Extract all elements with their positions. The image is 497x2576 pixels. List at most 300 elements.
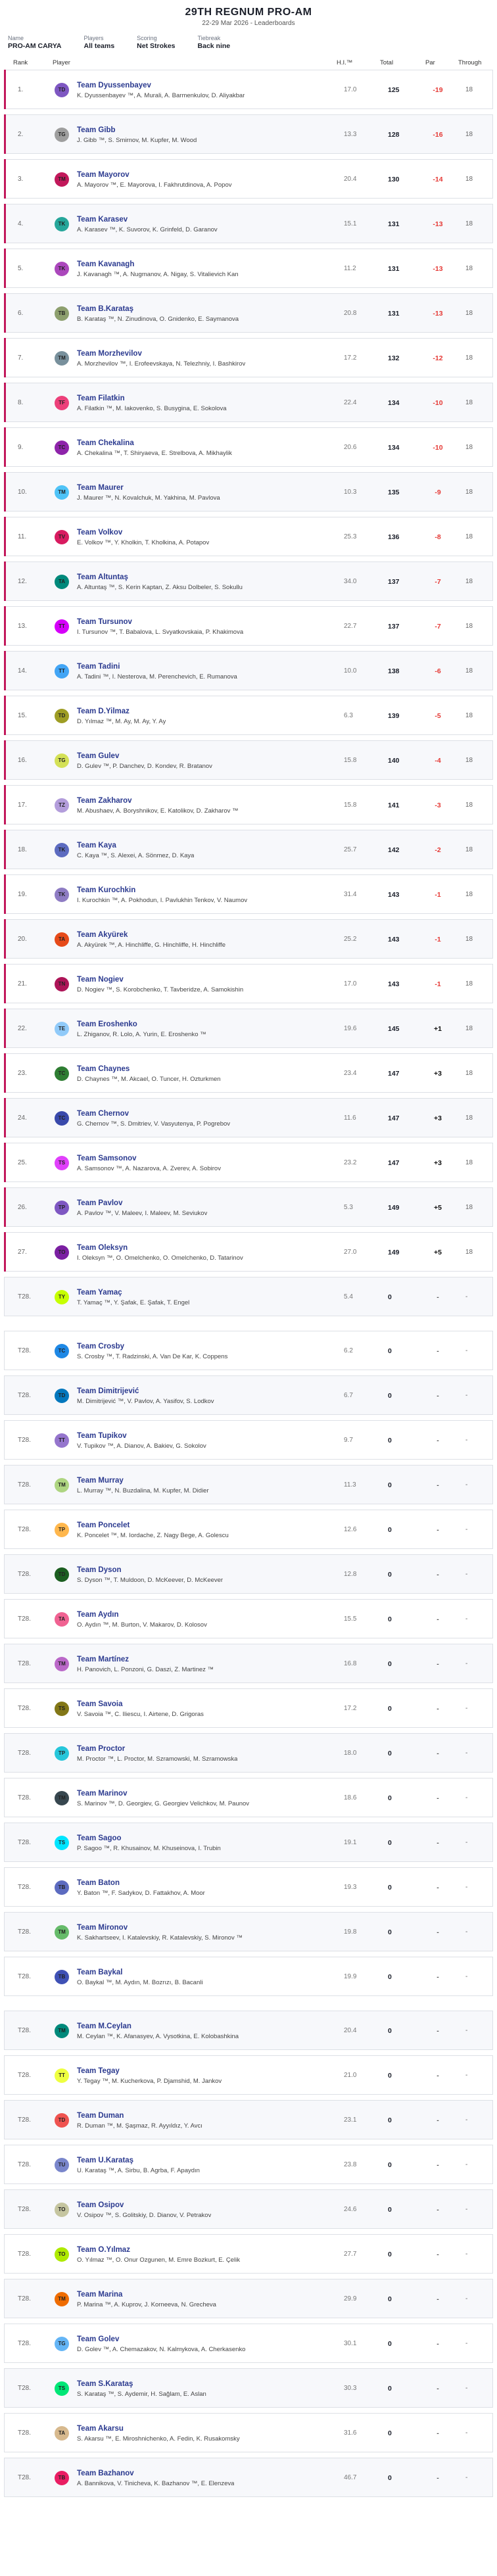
leaderboard-row[interactable] (4, 1733, 493, 1773)
leaderboard-row[interactable] (4, 70, 493, 109)
handicap-cell: 22.4 (344, 399, 357, 406)
handicap-cell: 10.0 (344, 667, 357, 675)
handicap-cell: 20.4 (344, 2027, 357, 2034)
team-name[interactable]: Team Karasev (77, 216, 128, 224)
team-name[interactable]: Team Kavanagh (77, 260, 135, 268)
team-name[interactable]: Team Marinov (77, 1790, 128, 1798)
filter-tiebreak[interactable] (198, 35, 231, 50)
leaderboard-row[interactable] (4, 1098, 493, 1137)
leaderboard-row[interactable] (4, 2011, 493, 2050)
team-avatar: TC (55, 1066, 69, 1081)
through-cell: - (465, 1571, 468, 1578)
team-name[interactable]: Team Golev (77, 2335, 120, 2343)
par-cell: -1 (435, 891, 441, 899)
team-members: D. Golev ™, A. Chemazakov, N. Kalmykova, A. Cherkasenko (77, 2346, 246, 2353)
team-avatar: TM (55, 1657, 69, 1671)
total-cell: 0 (388, 2251, 392, 2258)
column-through[interactable]: Through (458, 59, 482, 66)
rank-cell: 6. (18, 310, 24, 317)
rank-cell: 15. (18, 712, 27, 719)
handicap-cell: 25.3 (344, 533, 357, 540)
par-cell: -4 (435, 757, 441, 765)
leaderboard-row[interactable] (4, 2234, 493, 2274)
total-cell: 0 (388, 1973, 392, 1981)
filter-bar (0, 27, 497, 50)
total-cell: 134 (388, 399, 400, 407)
team-name[interactable]: Team Gulev (77, 752, 120, 760)
handicap-cell: 18.0 (344, 1750, 357, 1757)
leaderboard-row[interactable] (4, 1867, 493, 1907)
through-cell: 18 (465, 667, 473, 675)
leaderboard-row[interactable] (4, 2145, 493, 2184)
rank-cell: T28. (18, 1794, 32, 1801)
handicap-cell: 11.6 (344, 1114, 356, 1122)
total-cell: 0 (388, 1481, 392, 1489)
total-cell: 149 (388, 1204, 400, 1212)
total-cell: 0 (388, 2072, 392, 2080)
leaderboard-row[interactable] (4, 472, 493, 512)
team-name[interactable]: Team Osipov (77, 2201, 124, 2209)
team-name[interactable]: Team Chekalina (77, 439, 134, 447)
through-cell: 18 (465, 1070, 473, 1077)
team-members: P. Sagoo ™, R. Khusainov, M. Khuseinova, I. Trubin (77, 1845, 221, 1852)
leaderboard-row[interactable] (4, 2368, 493, 2408)
handicap-cell: 6.2 (344, 1347, 353, 1354)
team-name[interactable]: Team Tursunov (77, 618, 132, 626)
team-avatar: TD (55, 1389, 69, 1403)
par-cell: -13 (433, 265, 443, 273)
rank-cell: T28. (18, 1973, 32, 1980)
par-cell: -12 (433, 354, 443, 362)
team-members: M. Abushaev, A. Boryshnikov, E. Katolikov, D. Zakharov ™ (77, 807, 239, 815)
through-cell: - (465, 2340, 468, 2347)
leaderboard-row[interactable] (4, 1465, 493, 1504)
total-cell: 0 (388, 1928, 392, 1936)
team-name[interactable]: Team Samsonov (77, 1155, 137, 1162)
par-cell: -1 (435, 980, 441, 988)
par-cell: - (437, 1571, 439, 1579)
team-members: E. Volkov ™, Y. Kholkin, T. Kholkina, A. Potapov (77, 539, 210, 546)
leaderboard-row[interactable] (4, 785, 493, 824)
team-avatar: TA (55, 932, 69, 947)
team-name[interactable]: Team Pavlov (77, 1199, 123, 1207)
team-avatar: TP (55, 1523, 69, 1537)
team-name[interactable]: Team Murray (77, 1477, 124, 1485)
through-cell: - (465, 2474, 468, 2481)
leaderboard-row[interactable] (4, 2279, 493, 2318)
handicap-cell: 25.7 (344, 846, 357, 853)
team-members: J. Gibb ™, S. Smirnov, M. Kupfer, M. Wood (77, 137, 197, 144)
column-player[interactable]: Player (53, 59, 70, 66)
team-members: A. Filatkin ™, M. Iakovenko, S. Busygina, E. Sokolova (77, 405, 227, 412)
par-cell: +3 (434, 1070, 442, 1078)
rank-cell: 18. (18, 846, 27, 853)
team-members: I. Kurochkin ™, A. Pokhodun, I. Pavlukhin Tenkov, V. Naumov (77, 897, 248, 904)
rank-cell: 16. (18, 757, 27, 764)
total-cell: 134 (388, 444, 400, 452)
team-name[interactable]: Team Maurer (77, 484, 124, 492)
par-cell: - (437, 1481, 439, 1489)
team-name[interactable]: Team Dyson (77, 1566, 122, 1574)
total-cell: 0 (388, 1392, 392, 1400)
through-cell: - (465, 1839, 468, 1846)
through-cell: 18 (465, 623, 473, 630)
filter-scoring[interactable] (137, 35, 175, 50)
team-avatar: TM (55, 172, 69, 187)
rank-cell: T28. (18, 2429, 32, 2437)
through-cell: 18 (465, 444, 473, 451)
leaderboard-row[interactable] (4, 1420, 493, 1460)
team-members: V. Osipov ™, S. Golitskiy, D. Dianov, V. Petrakov (77, 2212, 212, 2219)
column-par[interactable]: Par (425, 59, 435, 66)
team-name[interactable]: Team Marina (77, 2291, 123, 2299)
rank-cell: T28. (18, 2340, 32, 2347)
rank-cell: T28. (18, 2161, 32, 2168)
total-cell: 137 (388, 578, 400, 586)
leaderboard-row[interactable] (4, 1375, 493, 1415)
par-cell: +3 (434, 1114, 442, 1122)
total-cell: 0 (388, 1615, 392, 1623)
handicap-cell: 31.6 (344, 2429, 357, 2437)
leaderboard-list (0, 70, 497, 2497)
team-members: A. Altuntaş ™, S. Kerin Kaptan, Z. Aksu Dolbeler, S. Sokullu (77, 584, 243, 591)
leaderboard-row[interactable] (4, 517, 493, 556)
team-name[interactable]: Team U.Karataş (77, 2157, 134, 2164)
handicap-cell: 29.9 (344, 2295, 357, 2302)
team-avatar: TM (55, 1791, 69, 1805)
par-cell: -5 (435, 712, 441, 720)
handicap-cell: 11.2 (344, 265, 356, 272)
total-cell: 136 (388, 533, 400, 541)
team-name[interactable]: Team Baton (77, 1879, 120, 1887)
filter-players[interactable] (83, 35, 114, 50)
rank-cell: 1. (18, 86, 24, 93)
par-cell: - (437, 1884, 439, 1892)
rank-cell: 5. (18, 265, 24, 272)
team-name[interactable]: Team Tupikov (77, 1432, 127, 1440)
team-avatar: TP (55, 1746, 69, 1761)
column-handicap[interactable]: H.I.™ (337, 59, 353, 66)
leaderboard-row[interactable] (4, 1009, 493, 1048)
team-members: Y. Baton ™, F. Sadykov, D. Fattakhov, A. Moor (77, 1890, 205, 1897)
through-cell: 18 (465, 846, 473, 853)
team-avatar: TS (55, 1156, 69, 1170)
rank-cell: 17. (18, 801, 27, 809)
team-name[interactable]: Team Crosby (77, 1343, 125, 1350)
handicap-cell: 16.8 (344, 1660, 357, 1667)
team-name[interactable]: Team Yamaç (77, 1289, 122, 1297)
leaderboard-row[interactable] (4, 1232, 493, 1272)
team-name[interactable]: Team B.Karataş (77, 305, 134, 313)
team-avatar: TD (55, 709, 69, 723)
leaderboard-row[interactable] (4, 114, 493, 154)
par-cell: - (437, 1660, 439, 1668)
team-avatar: TD (55, 83, 69, 97)
filter-value: All teams (83, 42, 115, 50)
team-name[interactable]: Team Gibb (77, 126, 116, 134)
team-members: D. Yılmaz ™, M. Ay, M. Ay, Y. Ay (77, 718, 166, 725)
team-avatar: TV (55, 530, 69, 544)
team-members: S. Karataş ™, S. Aydemir, H. Sağlam, E. Aslan (77, 2391, 206, 2398)
handicap-cell: 30.3 (344, 2385, 357, 2392)
through-cell: 18 (465, 801, 473, 809)
team-name[interactable]: Team Morzhevilov (77, 350, 142, 358)
team-name[interactable]: Team O.Yılmaz (77, 2246, 130, 2254)
total-cell: 132 (388, 354, 400, 362)
par-cell: +5 (434, 1249, 442, 1256)
team-avatar: TB (55, 1880, 69, 1895)
team-name[interactable]: Team Akarsu (77, 2425, 124, 2433)
team-name[interactable]: Team Mayorov (77, 171, 130, 179)
team-members: M. Dimitrijević ™, V. Pavlov, A. Yasifov, S. Lodkov (77, 1398, 214, 1405)
par-cell: - (437, 1839, 439, 1847)
filter-label: Scoring (137, 35, 157, 41)
leaderboard-row[interactable] (4, 874, 493, 914)
handicap-cell: 20.4 (344, 176, 357, 183)
through-cell: - (465, 1928, 468, 1936)
through-cell: 18 (465, 936, 473, 943)
leaderboard-row[interactable] (4, 2413, 493, 2452)
team-name[interactable]: Team Chaynes (77, 1065, 130, 1073)
leaderboard-row[interactable] (4, 606, 493, 646)
page-title: 29TH REGNUM PRO-AM (185, 7, 312, 18)
leaderboard-row[interactable] (4, 2189, 493, 2229)
total-cell: 131 (388, 265, 400, 273)
team-name[interactable]: Team Baykal (77, 1968, 123, 1976)
through-cell: - (465, 1705, 468, 1712)
team-avatar: TB (55, 2471, 69, 2485)
team-avatar: TS (55, 1836, 69, 1850)
leaderboard-header (0, 0, 497, 27)
leaderboard-row[interactable] (4, 2458, 493, 2497)
team-members: D. Nogiev ™, S. Korobchenko, T. Tavberidze, A. Samokishin (77, 986, 244, 993)
team-members: A. Akyürek ™, A. Hinchliffe, G. Hinchliffe, H. Hinchliffe (77, 942, 225, 949)
team-name[interactable]: Team Eroshenko (77, 1020, 137, 1028)
team-avatar: TO (55, 2247, 69, 2262)
handicap-cell: 9.7 (344, 1437, 353, 1444)
leaderboard-row[interactable] (4, 1644, 493, 1683)
total-cell: 0 (388, 2206, 392, 2214)
leaderboard-row[interactable] (4, 1912, 493, 1951)
leaderboard-row[interactable] (4, 293, 493, 333)
leaderboard-row[interactable] (4, 1554, 493, 1594)
handicap-cell: 21.0 (344, 2072, 357, 2079)
leaderboard-row[interactable] (4, 2055, 493, 2095)
par-cell: -2 (435, 846, 441, 854)
column-header-row (0, 50, 497, 70)
filter-value: Net Strokes (137, 42, 176, 50)
team-avatar: TG (55, 2337, 69, 2351)
leaderboard-row[interactable] (4, 383, 493, 422)
team-avatar: TF (55, 396, 69, 410)
team-members: R. Duman ™, M. Şaşmaz, R. Ayyıldız, Y. Avcı (77, 2122, 202, 2130)
through-cell: 18 (465, 1249, 473, 1256)
team-name[interactable]: Team Chernov (77, 1110, 130, 1118)
par-cell: +5 (434, 1204, 442, 1212)
team-name[interactable]: Team Oleksyn (77, 1244, 128, 1252)
team-avatar: TB (55, 306, 69, 321)
team-members: P. Marina ™, A. Kuprov, J. Korneeva, N. Grecheva (77, 2301, 216, 2308)
leaderboard-row[interactable] (4, 1510, 493, 1549)
through-cell: 18 (465, 578, 473, 585)
team-avatar: TD (55, 2113, 69, 2128)
team-avatar: TZ (55, 798, 69, 813)
leaderboard-row[interactable] (4, 1957, 493, 1996)
leaderboard-row[interactable] (4, 696, 493, 735)
leaderboard-row[interactable] (4, 740, 493, 780)
through-cell: 18 (465, 533, 473, 540)
team-name[interactable]: Team Nogiev (77, 976, 124, 984)
column-total[interactable]: Total (380, 59, 394, 66)
par-cell: -19 (433, 86, 443, 94)
par-cell: - (437, 1973, 439, 1981)
par-cell: -7 (435, 578, 441, 586)
leaderboard-row[interactable] (4, 204, 493, 243)
par-cell: - (437, 1794, 439, 1802)
through-cell: - (465, 1481, 468, 1489)
total-cell: 0 (388, 2429, 392, 2437)
handicap-cell: 23.2 (344, 1159, 357, 1166)
leaderboard-row[interactable] (4, 1187, 493, 1227)
team-name[interactable]: Team Savoia (77, 1700, 123, 1708)
leaderboard-row[interactable] (4, 2100, 493, 2139)
team-avatar: TO (55, 1245, 69, 1260)
par-cell: - (437, 2206, 439, 2214)
par-cell: - (437, 2295, 439, 2303)
through-cell: 18 (465, 1025, 473, 1032)
team-name[interactable]: Team Mironov (77, 1924, 128, 1932)
handicap-cell: 15.1 (344, 220, 357, 227)
rank-cell: 8. (18, 399, 24, 406)
team-name[interactable]: Team Aydın (77, 1611, 119, 1619)
team-members: K. Poncelet ™, M. Iordache, Z. Nagy Bege, A. Golescu (77, 1532, 229, 1539)
team-members: V. Tupikov ™, A. Dianov, A. Bakiev, G. Sokolov (77, 1443, 206, 1450)
team-name[interactable]: Team D.Yilmaz (77, 707, 130, 715)
handicap-cell: 34.0 (344, 578, 357, 585)
team-name[interactable]: Team Kurochkin (77, 886, 136, 894)
rank-cell: 20. (18, 936, 27, 943)
through-cell: - (465, 1392, 468, 1399)
through-cell: - (465, 2116, 468, 2124)
team-name[interactable]: Team Duman (77, 2112, 124, 2120)
handicap-cell: 22.7 (344, 623, 357, 630)
leaderboard-row[interactable] (4, 1778, 493, 1817)
leaderboard-row[interactable] (4, 2324, 493, 2363)
total-cell: 143 (388, 891, 400, 899)
handicap-cell: 17.2 (344, 1705, 357, 1712)
leaderboard-row[interactable] (4, 1599, 493, 1638)
total-cell: 141 (388, 801, 400, 809)
leaderboard-row[interactable] (4, 561, 493, 601)
rank-cell: 2. (18, 131, 24, 138)
par-cell: -13 (433, 220, 443, 228)
team-members: U. Karataş ™, A. Sirbu, B. Agrba, F. Apaydın (77, 2167, 200, 2174)
total-cell: 143 (388, 936, 400, 943)
leaderboard-row[interactable] (4, 159, 493, 199)
par-cell: - (437, 1705, 439, 1713)
team-name[interactable]: Team Martínez (77, 1656, 130, 1663)
filter-name[interactable] (8, 35, 61, 50)
team-avatar: TO (55, 2203, 69, 2217)
filter-value: PRO-AM CARYA (8, 42, 62, 50)
team-members: H. Panovich, L. Ponzoni, G. Daszi, Z. Martinez ™ (77, 1666, 214, 1673)
par-cell: - (437, 2116, 439, 2124)
team-name[interactable]: Team Dimitrijević (77, 1387, 139, 1395)
rank-cell: T28. (18, 2072, 32, 2079)
through-cell: 18 (465, 1204, 473, 1211)
leaderboard-row[interactable] (4, 1331, 493, 1370)
par-cell: +1 (434, 1025, 442, 1033)
leaderboard-row[interactable] (4, 1688, 493, 1728)
leaderboard-row[interactable] (4, 427, 493, 467)
leaderboard-row[interactable] (4, 249, 493, 288)
team-name[interactable]: Team Tegay (77, 2067, 120, 2075)
team-avatar: TT (55, 664, 69, 679)
team-name[interactable]: Team Akyürek (77, 931, 128, 939)
team-members: J. Kavanagh ™, A. Nugmanov, A. Nigay, S. Vitalievich Kan (77, 271, 239, 278)
team-name[interactable]: Team Poncelet (77, 1521, 130, 1529)
leaderboard-row[interactable] (4, 964, 493, 1003)
team-avatar: TE (55, 1022, 69, 1036)
team-name[interactable]: Team Kaya (77, 842, 116, 849)
team-name[interactable]: Team Zakharov (77, 797, 132, 805)
through-cell: 18 (465, 399, 473, 406)
through-cell: - (465, 2295, 468, 2302)
leaderboard-row[interactable] (4, 1053, 493, 1093)
team-name[interactable]: Team Filatkin (77, 394, 125, 402)
team-avatar: TA (55, 2426, 69, 2441)
filter-label: Name (8, 35, 24, 41)
team-avatar: TP (55, 1201, 69, 1215)
rank-cell: 13. (18, 623, 27, 630)
leaderboard-row[interactable] (4, 830, 493, 869)
handicap-cell: 18.6 (344, 1794, 357, 1801)
team-avatar: TG (55, 128, 69, 142)
leaderboard-row[interactable] (4, 919, 493, 959)
rank-cell: 12. (18, 578, 27, 585)
team-name[interactable]: Team Altuntaş (77, 573, 128, 581)
column-rank[interactable]: Rank (13, 59, 28, 66)
team-name[interactable]: Team Sagoo (77, 1834, 122, 1842)
leaderboard-row[interactable] (4, 1143, 493, 1182)
team-members: B. Karataş ™, N. Zinudinova, O. Gnidenko, E. Saymanova (77, 316, 239, 323)
rank-cell: T28. (18, 2251, 32, 2258)
team-name[interactable]: Team Bazhanov (77, 2469, 134, 2477)
team-name[interactable]: Team S.Karataş (77, 2380, 133, 2388)
team-avatar: TC (55, 441, 69, 455)
group-separator (0, 2001, 497, 2011)
par-cell: -9 (435, 489, 441, 496)
handicap-cell: 30.1 (344, 2340, 357, 2347)
par-cell: - (437, 2340, 439, 2348)
team-name[interactable]: Team Proctor (77, 1745, 126, 1753)
leaderboard-row[interactable] (4, 651, 493, 690)
filter-label: Players (83, 35, 104, 41)
team-avatar: TT (55, 1433, 69, 1448)
total-cell: 147 (388, 1070, 400, 1078)
handicap-cell: 5.4 (344, 1293, 353, 1300)
rank-cell: T28. (18, 2116, 32, 2124)
leaderboard-row[interactable] (4, 1823, 493, 1862)
through-cell: - (465, 2429, 468, 2437)
team-name[interactable]: Team Tadini (77, 663, 120, 671)
leaderboard-row[interactable] (4, 338, 493, 377)
team-name[interactable]: Team Volkov (77, 529, 123, 537)
rank-cell: T28. (18, 1392, 32, 1399)
leaderboard-row[interactable] (4, 1277, 493, 1316)
team-name[interactable]: Team M.Ceylan (77, 2022, 131, 2030)
team-name[interactable]: Team Dyussenbayev (77, 82, 151, 89)
